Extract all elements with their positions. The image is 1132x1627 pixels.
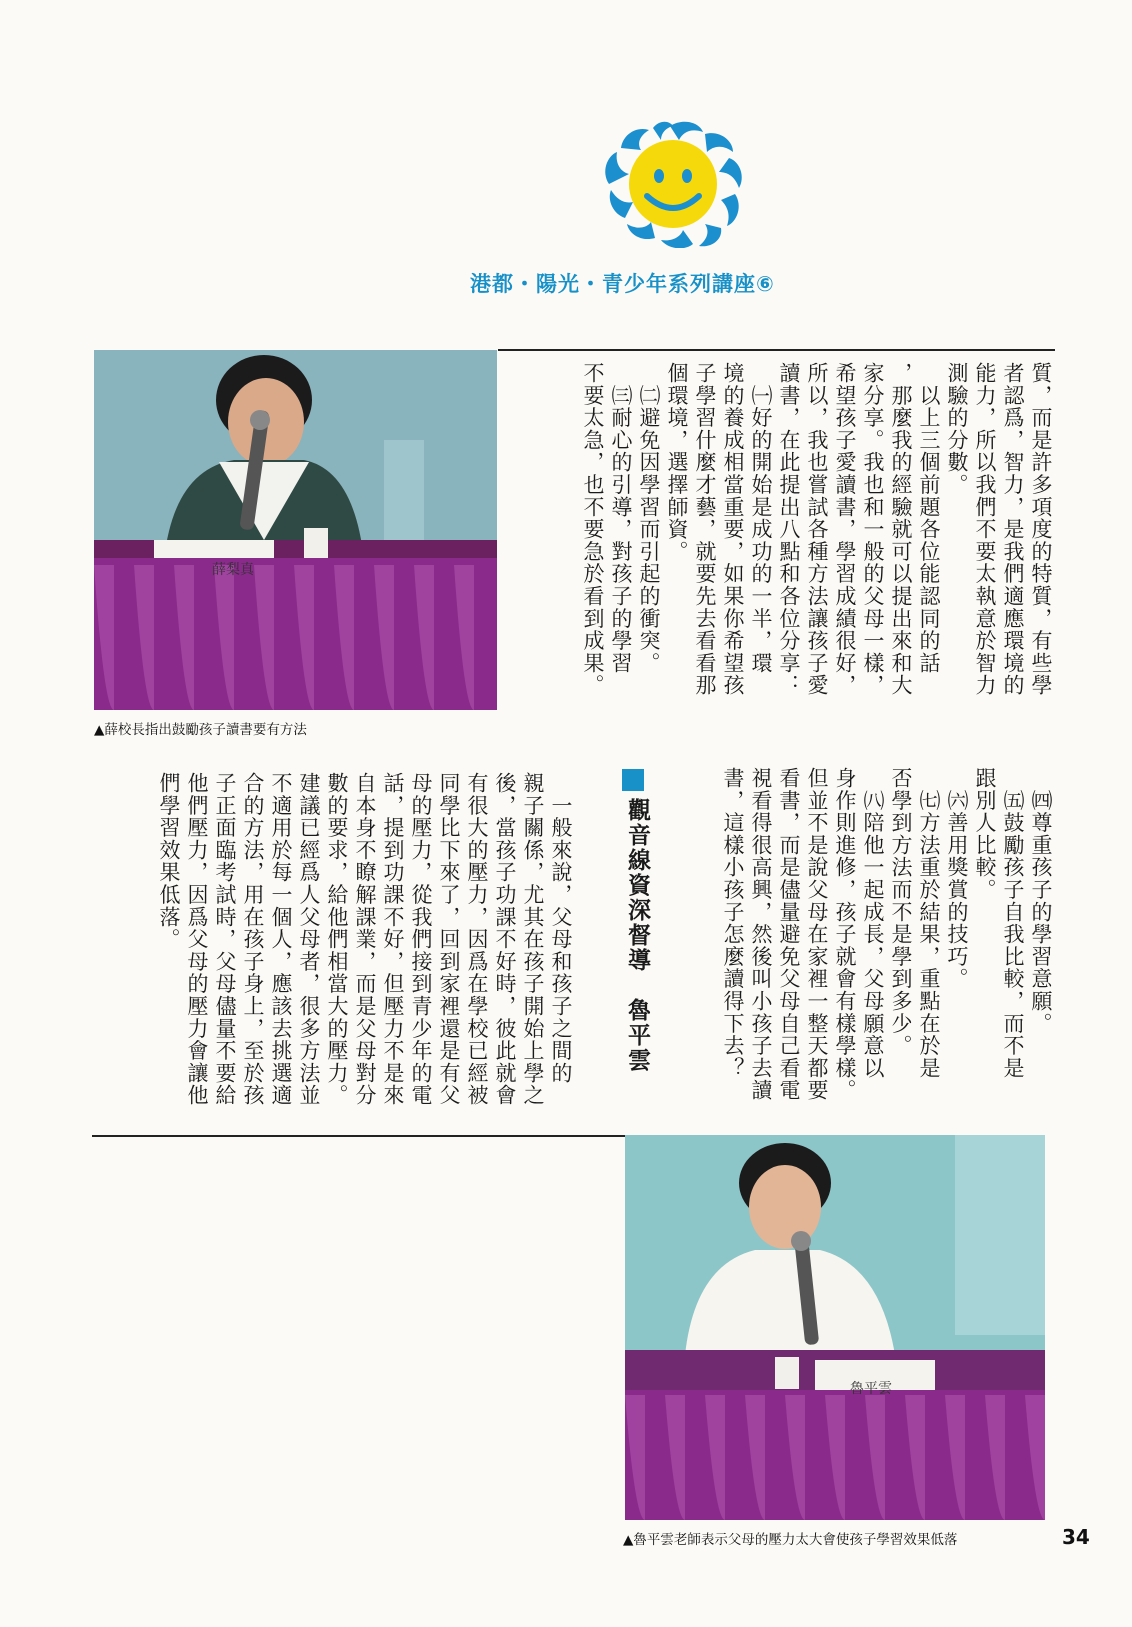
divider-rule-bottom — [92, 1135, 630, 1137]
nameplate-text-2: 魯平雲 — [850, 1381, 892, 1397]
article-text-upper: 質，而是許多項度的特質，有些學 者認爲，智力，是我們適應環境的 能力，所以我們不要太執意於智力 測驗的分數。 以上三個前題各位能認同的話 ，那麼我的經驗就可以提出來和大 家分享。我也和一般的父母一樣， 希望孩子愛讀書，學習成績很好， 所以，我也嘗試各種方法讓孩子愛 讀書，在此提出八點和各位分享： ㈠好的開始是成功的一半，環 境的養成相當重要，如果你希望孩 子學習什麼才藝，就要先去看看那 個環境，選擇師資。 ㈡避免因學習而引起的衝突。 ㈢耐心的引導，對孩子的學習 不要太急，也不要急於看到成果。 — [581, 362, 1053, 697]
nameplate-text: 薛梨真 — [212, 562, 254, 578]
photo-speaker-2 — [625, 1135, 1045, 1520]
heading-square-marker — [622, 769, 644, 791]
page-number: 34 — [1062, 1525, 1090, 1549]
article-text-lower: 一般來說，父母和孩子之間的 親子關係，尤其在孩子開始上學之 後，當孩子功課不好時，彼此就會 有很大的壓力，因爲在學校已經被 同學比下來了，回到家裡還是有父 母的壓力，從我們接到青少年的電 話，提到功課不好，但壓力不是來 自本身不瞭解課業，而是父母對分 數的要求，給他們相當大的壓力。 建議已經爲人父母者，很多方法並 不適用於每一個人，應該去挑選適 合的方法，用在孩子身上，至於孩 子正面臨考試時，父母儘量不要給 他們壓力，因爲父母的壓力會讓他 們學習效果低落。 — [157, 772, 573, 1107]
photo-caption-2: ▲魯平雲老師表示父母的壓力太大會使孩子學習效果低落 — [623, 1532, 958, 1548]
article-text-middle: ㈣尊重孩子的學習意願。 ㈤鼓勵孩子自我比較，而不是 跟別人比較。 ㈥善用獎賞的技巧。 ㈦方法重於結果，重點在於是 否學到方法而不是學到多少。 ㈧陪他一起成長，父母願意以 身作則進修，孩子就會有樣學樣。 但並不是說父母在家裡一整天都要 看書，而是儘量避免父母自己看電 視看得很高興，然後叫小孩子去讀 書，這樣小孩子怎麼讀得下去？ — [721, 767, 1053, 1102]
divider-rule — [498, 349, 1055, 351]
section-heading-text: 觀音線資深督導 魯平雲 — [624, 798, 650, 1073]
smiling-sun-logo — [595, 118, 745, 248]
series-title: 港都・陽光・青少年系列講座⑥ — [470, 272, 775, 296]
photo-caption-1: ▲薛校長指出鼓勵孩子讀書要有方法 — [94, 722, 307, 738]
photo-speaker-1 — [94, 350, 497, 710]
